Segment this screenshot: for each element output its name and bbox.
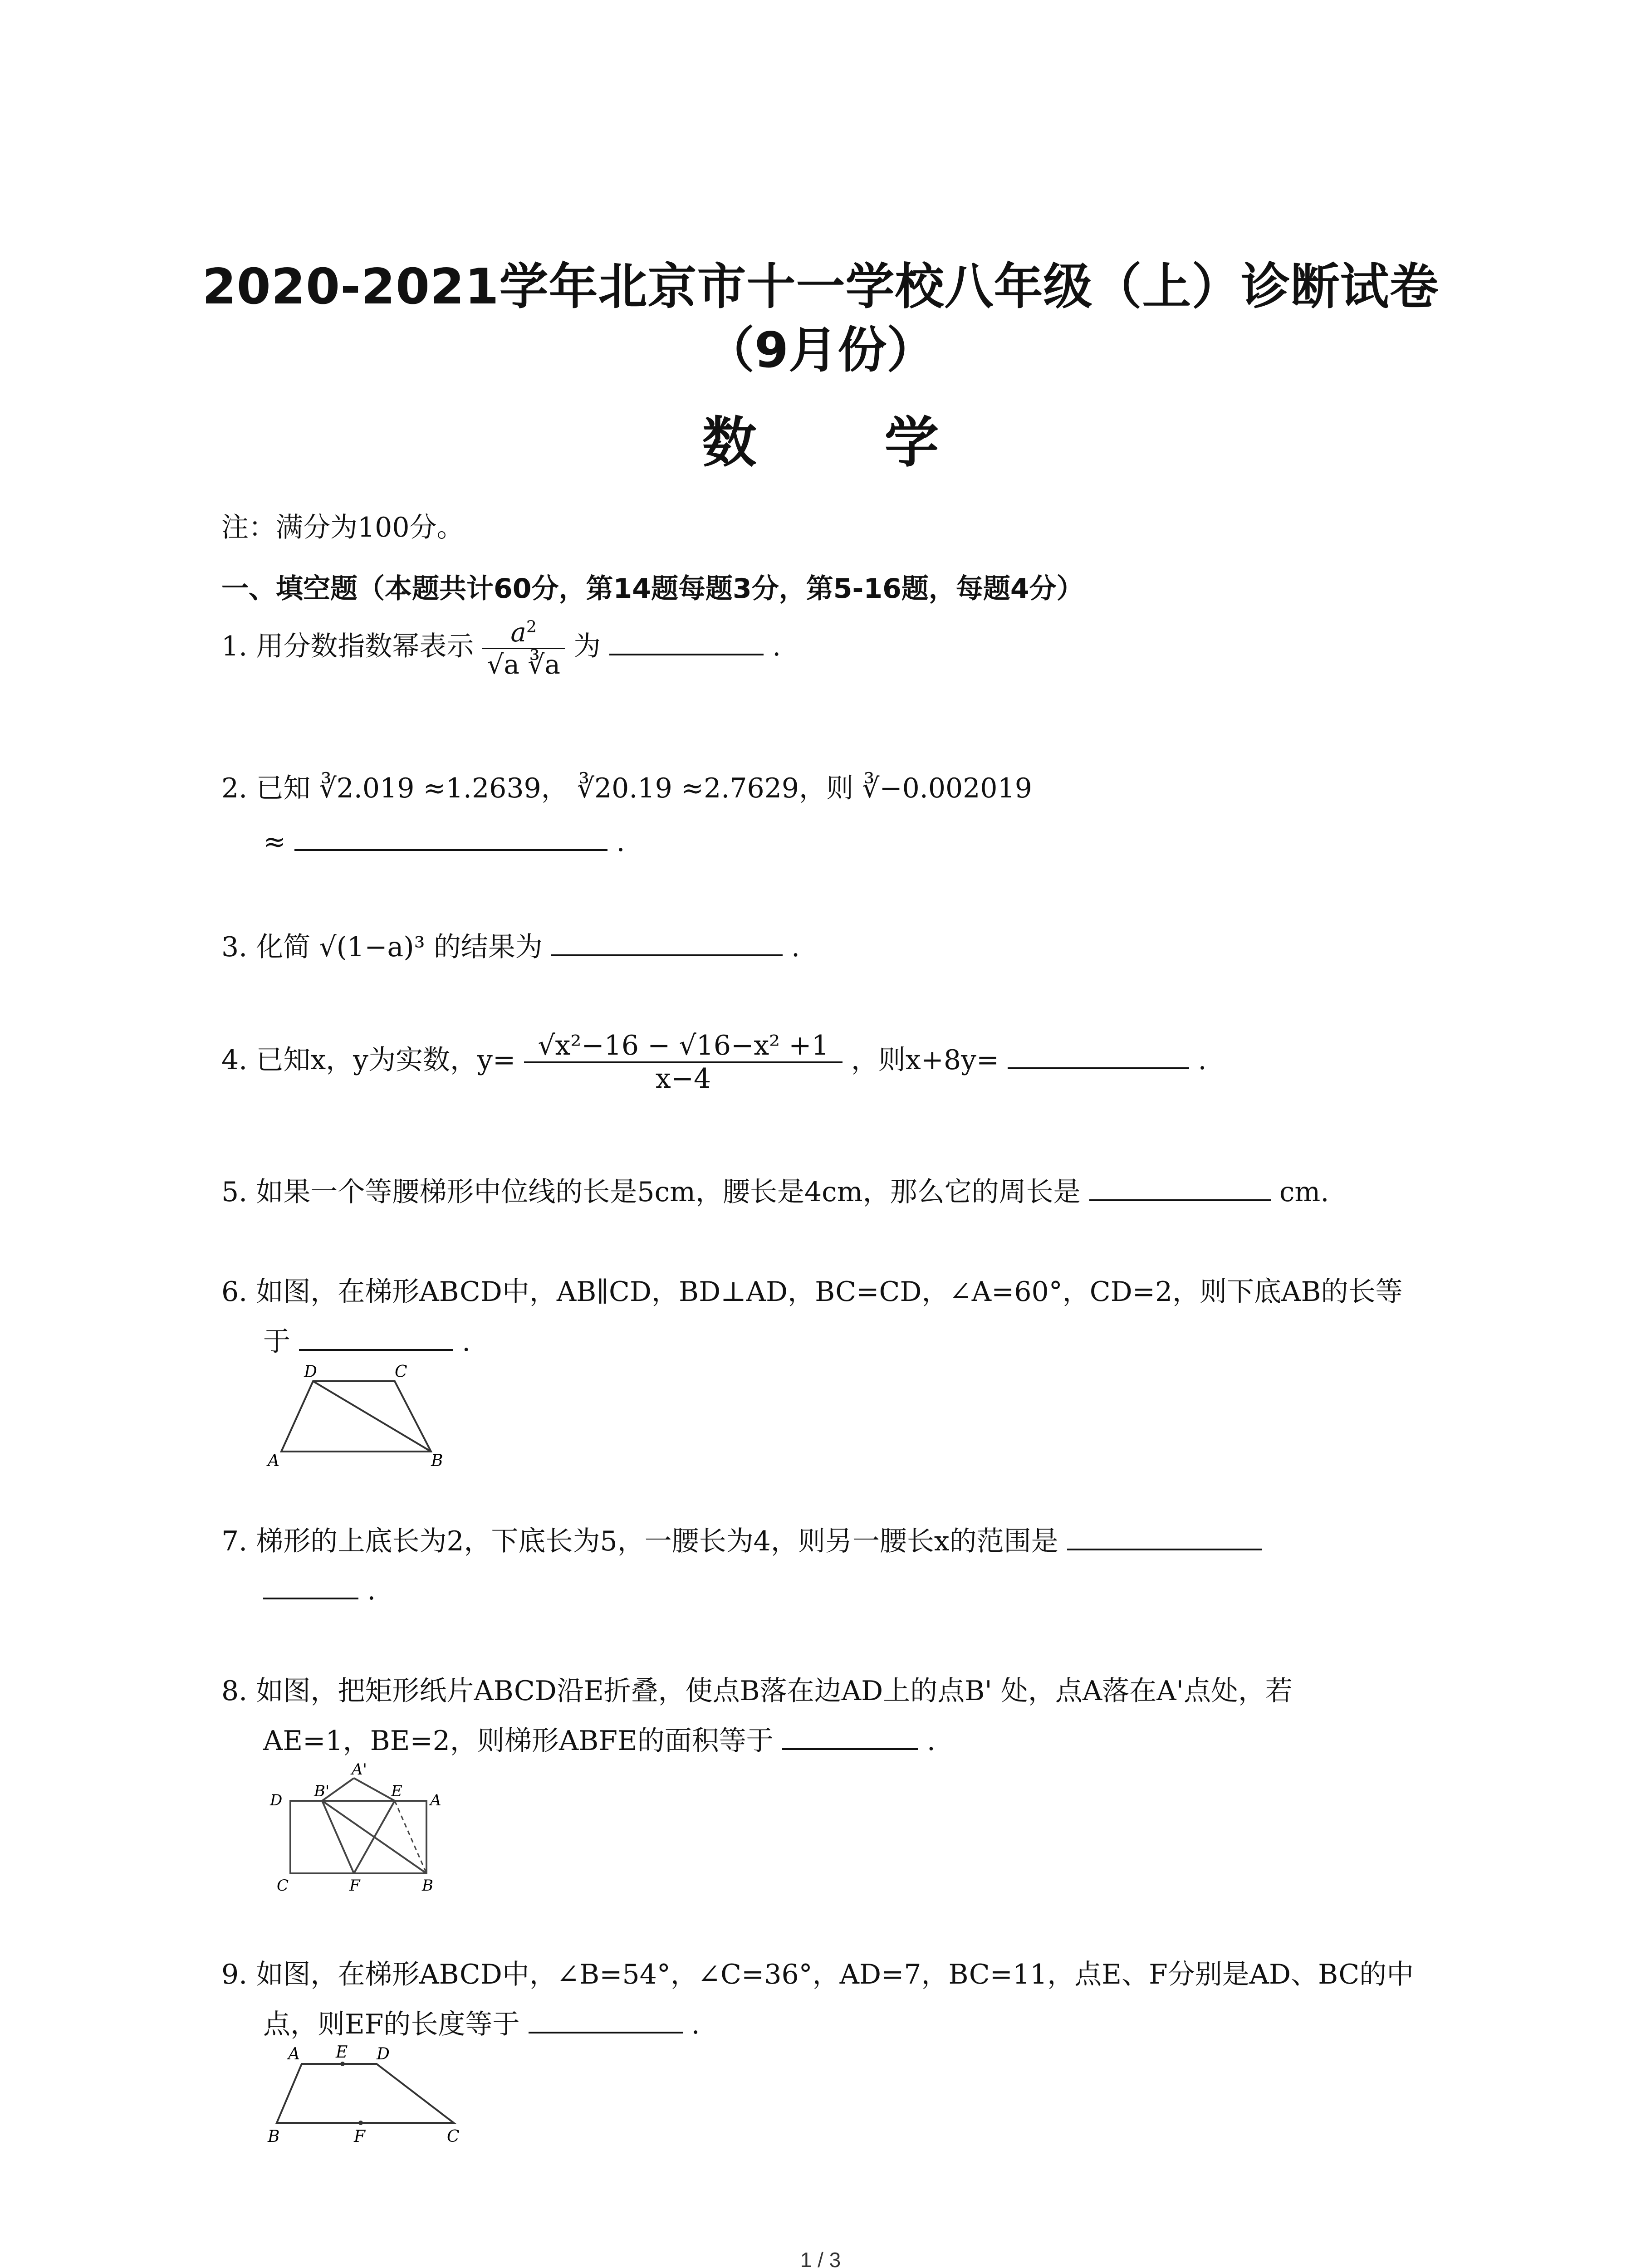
subject-title: 数 学: [702, 411, 994, 474]
answer-blank[interactable]: [299, 1321, 453, 1351]
question-8-line2: [263, 1719, 936, 1758]
trapezoid-figure-q6: [263, 1361, 454, 1470]
question-text: 已知x，y为实数，y=: [256, 1044, 516, 1076]
question-9: [221, 1953, 1414, 1992]
label-e: E: [391, 1782, 402, 1800]
question-text: 点，则EF的长度等于: [263, 2009, 520, 2040]
question-text: AE=1，BE=2，则梯形ABFE的面积等于: [263, 1725, 774, 1757]
question-number: 2.: [221, 772, 248, 804]
rectangle-fold-figure-q8: [263, 1760, 454, 1905]
label-a-prime: A': [352, 1760, 367, 1779]
exam-title-date: （9月份）: [705, 322, 936, 379]
question-7-line2: [263, 1569, 376, 1606]
label-d: D: [304, 1363, 317, 1381]
period: .: [367, 1574, 376, 1606]
label-c: C: [447, 2127, 460, 2146]
page-number: 1 / 3: [800, 2248, 841, 2268]
question-text: 化简: [256, 931, 311, 963]
question-3: [221, 925, 800, 964]
label-a: A: [288, 2045, 300, 2063]
fraction: $\frac{a^2}{√a ∛a}$: [482, 617, 565, 680]
period: .: [926, 1725, 936, 1757]
label-a: A: [430, 1791, 441, 1809]
label-a: A: [268, 1452, 279, 1470]
question-9-line2: [263, 2003, 700, 2042]
label-e: E: [336, 2043, 348, 2062]
question-text: 如果一个等腰梯形中位线的长是5cm，腰长是4cm，那么它的周长是: [256, 1176, 1081, 1208]
score-note: 注：满分为100分。: [221, 512, 464, 543]
label-f: F: [354, 2127, 365, 2146]
label-b-prime: B': [314, 1782, 330, 1800]
period: .: [791, 931, 800, 963]
period: .: [1198, 1044, 1207, 1076]
question-2-line2: [263, 821, 625, 858]
question-text: 如图，在梯形ABCD中，AB∥CD，BD⊥AD，BC=CD，∠A=60°，CD=2，则下底AB的长等: [256, 1276, 1403, 1308]
question-number: 1.: [221, 631, 248, 663]
answer-blank[interactable]: [782, 1720, 918, 1750]
label-c: C: [277, 1877, 289, 1895]
trapezoid-figure-q9: [263, 2041, 481, 2150]
question-number: 5.: [221, 1176, 248, 1208]
question-text: 如图，在梯形ABCD中，∠B=54°，∠C=36°，AD=7，BC=11，点E、F分别是AD、BC的中: [256, 1959, 1414, 1990]
question-number: 8.: [221, 1675, 248, 1707]
question-number: 3.: [221, 931, 248, 963]
answer-blank[interactable]: [1089, 1171, 1271, 1201]
answer-blank[interactable]: [1008, 1039, 1189, 1069]
question-1: [221, 617, 781, 680]
question-4: [221, 1030, 1207, 1095]
question-text: 梯形的上底长为2，下底长为5，一腰长为4，则另一腰长x的范围是: [256, 1525, 1058, 1557]
approx-sign: ≈: [263, 826, 286, 858]
unit: cm.: [1279, 1176, 1329, 1208]
answer-blank[interactable]: [551, 926, 783, 956]
question-number: 9.: [221, 1959, 248, 1990]
question-text-post: 的结果为: [433, 931, 543, 963]
answer-blank[interactable]: [529, 2004, 683, 2033]
question-text: 用分数指数幂表示: [256, 631, 474, 663]
denominator: x−4: [655, 1063, 711, 1095]
label-d: D: [270, 1791, 283, 1809]
label-b: B: [431, 1452, 443, 1470]
question-number: 4.: [221, 1044, 248, 1076]
denominator: √a ∛a: [487, 649, 560, 680]
answer-blank[interactable]: [609, 626, 764, 655]
question-5: [221, 1170, 1329, 1209]
fraction: [524, 1030, 842, 1095]
period: .: [691, 2009, 700, 2040]
question-2: [221, 767, 1032, 806]
question-7: [221, 1520, 1262, 1559]
question-text: 已知 ∛2.019 ≈1.2639， ∛20.19 ≈2.7629，则 ∛−0.002019: [256, 772, 1032, 804]
label-b: B: [268, 2127, 280, 2146]
radical-expression: √(1−a)³: [319, 931, 425, 963]
numerator: √x²−16 − √16−x² +1: [524, 1030, 842, 1063]
question-number: 7.: [221, 1525, 248, 1557]
question-text-post: ，则x+8y=: [851, 1044, 999, 1076]
answer-blank[interactable]: [1067, 1520, 1262, 1550]
question-text-post: 为: [573, 631, 601, 663]
question-6: [221, 1270, 1403, 1309]
label-b: B: [422, 1877, 433, 1895]
question-number: 6.: [221, 1276, 248, 1308]
label-c: C: [395, 1363, 407, 1381]
label-f: F: [349, 1877, 360, 1895]
question-text: 如图，把矩形纸片ABCD沿E折叠，使点B落在边AD上的点B' 处，点A落在A'点处，若: [256, 1675, 1293, 1707]
period: .: [616, 826, 625, 858]
section-heading: 一、填空题（本题共计60分，第14题每题3分，第5-16题，每题4分）: [221, 573, 1084, 605]
question-8: [221, 1669, 1293, 1708]
question-text: 于: [263, 1326, 290, 1358]
period: .: [462, 1326, 471, 1358]
question-6-line2: [263, 1320, 470, 1359]
period: .: [772, 631, 781, 663]
exam-title: 2020-2021学年北京市十一学校八年级（上）诊断试卷: [202, 259, 1439, 315]
numerator: a: [510, 617, 527, 648]
answer-blank-cont[interactable]: [263, 1569, 358, 1599]
answer-blank[interactable]: [294, 821, 607, 851]
label-d: D: [377, 2045, 390, 2063]
